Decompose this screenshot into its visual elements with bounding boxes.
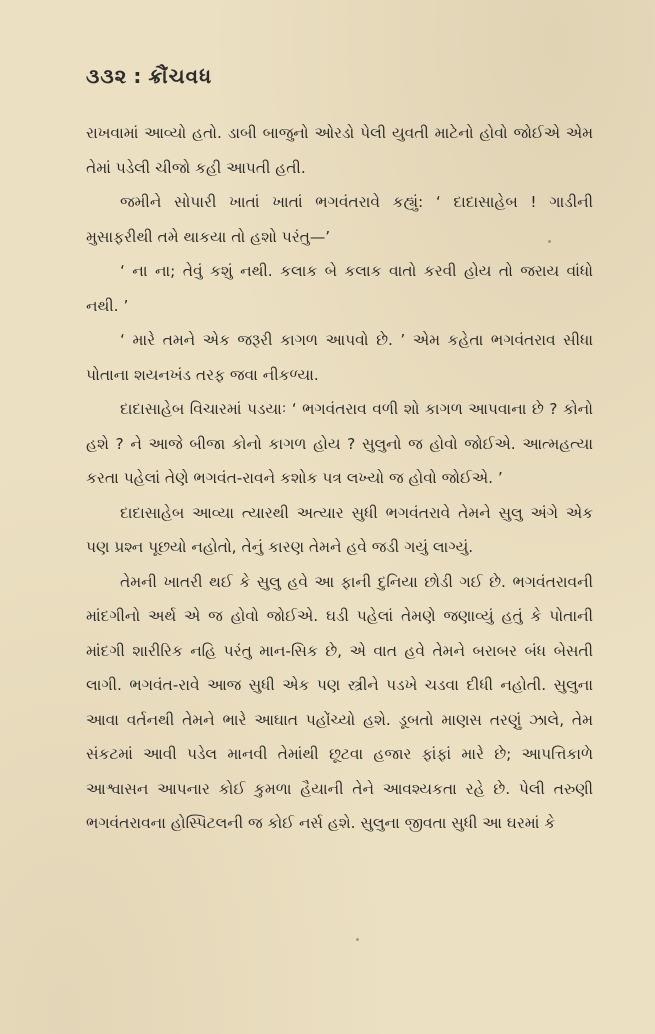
page-body-text: [86, 116, 593, 841]
paragraph: જમીને સોપારી ખાતાં ખાતાં ભગવંતરાવે કહ્યું: ‘ દાદાસાહેબ ! ગાડીની મુસાફરીથી તમે થાકયા તો હશો પરંતુ—’: [86, 193, 593, 246]
page-number: ૩૩૨: [86, 64, 128, 88]
paper-speck: [548, 240, 551, 243]
running-header: [86, 64, 593, 88]
paragraph: તેમની ખાતરી થઈ કે સુલુ હવે આ ફાની દુનિયા છોડી ગઈ છે. ભગવંતરાવની માંદગીનો અર્થ એ જ હોવો જોઈએ. ઘડી પહેલાં તેમણે જણાવ્યું હતું કે પોતાની માંદગી શારીરિક નહિ પરંતુ માન-સિક છે, એ વાત હવે તેમને બરાબર બંધ બેસતી લાગી. ભગવંત-રાવે આજ સુધી એક પણ સ્ત્રીને પડખે ચડવા દીધી નહોતી. સુલુના આવા વર્તનથી તેમને ભારે આઘાત પહોંચ્યો હશે. ડૂબતો માણસ તરણું ઝાલે, તેમ સંકટમાં આવી પડેલ માનવી તેમાંથી છૂટવા હજાર ફાંફાં મારે છે; આપત્તિકાળે આશ્વાસન આપનાર કોઈ કુમળા હૈયાની તેને આવશ્યકતા રહે છે. પેલી તરુણી ભગવંતરાવના હોસ્પિટલની જ કોઈ નર્સ હશે. સુલુના જીવતા સુધી આ ઘરમાં કે: [86, 572, 593, 832]
paragraph: ‘ ના ના; તેવું કશું નથી. કલાક બે કલાક વાતો કરવી હોય તો જરાય વાંધો નથી. ’: [86, 262, 593, 315]
paragraph: દાદાસાહેબ આવ્યા ત્યારથી અત્યાર સુધી ભગવંતરાવે તેમને સુલુ અંગે એક પણ પ્રશ્ન પૂછયો નહોતો, તેનું કારણ તેમને હવે જડી ગયું લાગ્યું.: [86, 503, 593, 556]
paragraph: ‘ મારે તમને એક જરૂરી કાગળ આપવો છે. ’ એમ કહેતા ભગવંતરાવ સીધા પોતાના શયનખંડ તરફ જવા નીકળ્યા.: [86, 331, 593, 384]
header-separator: :: [133, 64, 143, 88]
paragraph: દાદાસાહેબ વિચારમાં પડયાઃ ‘ ભગવંતરાવ વળી શો કાગળ આપવાના છે ? કોનો હશે ? ને આજે બીજા કોનો કાગળ હોય ? સુલુનો જ હોવો જોઈએ. આત્મહત્યા કરતા પહેલાં તેણે ભગવંત-રાવને કશોક પત્ર લખ્યો જ હોવો જોઈએ. ’: [86, 400, 593, 487]
book-title: ક્રૌંચવધ: [148, 64, 213, 88]
paragraph: રાખવામાં આવ્યો હતો. ડાબી બાજુનો ઓરડો પેલી યુવતી માટેનો હોવો જોઈએ એમ તેમાં પડેલી ચીજો કહી આપતી હતી.: [86, 124, 593, 177]
paper-speck: [356, 938, 359, 941]
